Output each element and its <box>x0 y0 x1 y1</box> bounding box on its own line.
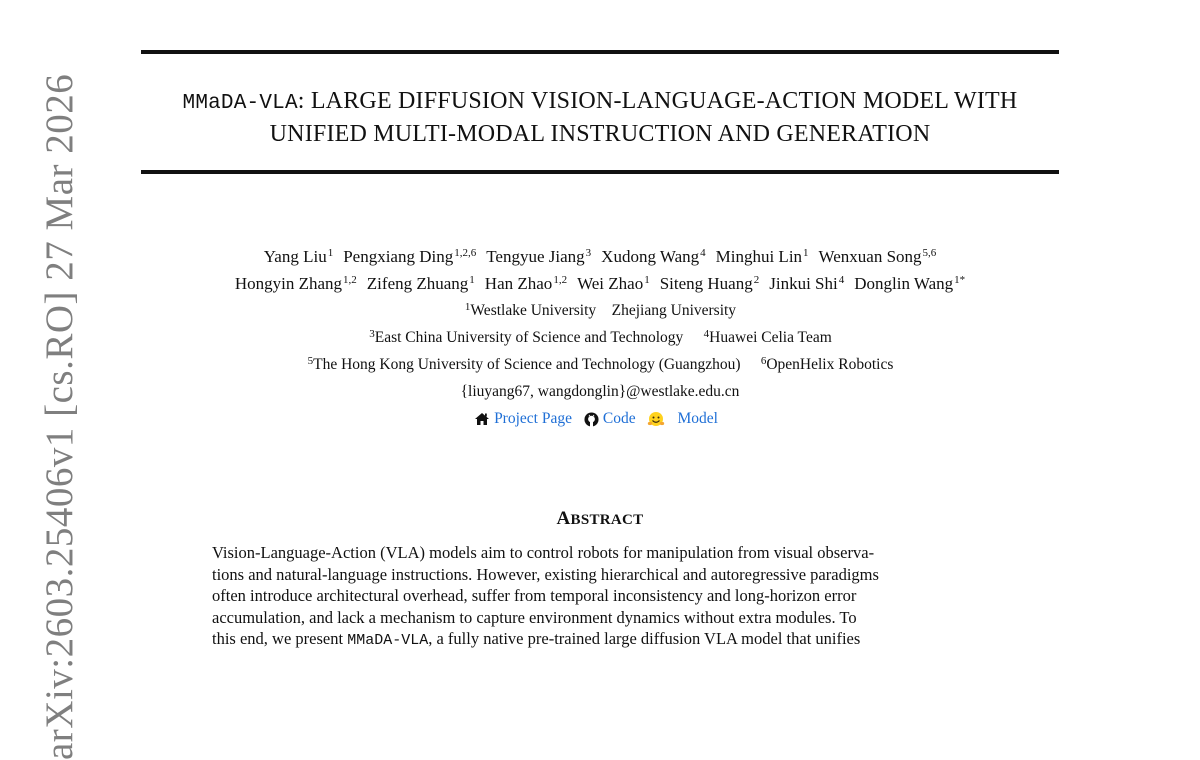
author-name: Minghui Lin <box>715 247 803 266</box>
abstract-line: tions and natural-language instructions. However, existing hierarchical and autoregressive paradigms <box>212 564 879 584</box>
author-name: Tengyue Jiang <box>486 247 585 266</box>
author-name: Siteng Huang <box>659 274 753 293</box>
abstract-model-name: MMaDA-VLA <box>347 632 429 649</box>
author-affiliation-sup: 1 <box>644 274 650 286</box>
author-name: Xudong Wang <box>601 247 700 266</box>
abstract-line-5-post: , a fully native pre-trained large diffusion VLA model that unifies <box>428 629 861 648</box>
title-rule-bottom <box>141 170 1059 174</box>
author <box>854 274 965 293</box>
abstract-line: accumulation, and lack a mechanism to capture environment dynamics without extra modules. To <box>212 607 857 627</box>
author <box>235 274 357 293</box>
model-link[interactable]: Model <box>677 410 718 427</box>
affiliation-westlake: Westlake University <box>470 302 597 319</box>
affiliation-line-2 <box>100 324 1100 351</box>
abstract-line: often introduce architectural overhead, suffer from temporal inconsistency and long-horizon error <box>212 586 857 605</box>
abstract-heading-rest: BSTRACT <box>570 512 644 528</box>
abstract-heading-initial: A <box>556 508 571 529</box>
affiliation-line-3 <box>100 351 1100 378</box>
author-affiliation-sup: 3 <box>585 247 592 259</box>
paper-title <box>141 86 1059 150</box>
abstract-heading <box>0 508 1200 530</box>
author-affiliation-sup: 1 <box>327 247 334 259</box>
affiliation-sup: 3 <box>369 328 375 340</box>
project-page-link[interactable]: Project Page <box>494 410 572 427</box>
affiliation-ecust: East China University of Science and Technology <box>374 329 684 346</box>
author <box>769 274 844 293</box>
title-rule-top <box>141 50 1059 54</box>
author-affiliation-sup: 1 <box>803 247 809 259</box>
arxiv-stamp: arXiv:2603.25406v1 [cs.RO] 27 Mar 2026 <box>38 73 81 760</box>
author-affiliation-sup: 2 <box>753 274 760 286</box>
author-affiliation-sup: 4 <box>838 274 845 286</box>
author <box>485 274 567 293</box>
affiliation-openhelix: OpenHelix Robotics <box>766 356 894 373</box>
affiliation-sup: 5 <box>307 355 314 367</box>
affiliation-sup: 1 <box>464 301 471 313</box>
author-affiliation-sup: 1* <box>954 274 966 286</box>
author-name: Donglin Wang <box>854 274 954 293</box>
author-name: Jinkui Shi <box>769 274 838 293</box>
abstract-body <box>212 542 992 652</box>
hugging-face-icon <box>647 411 665 428</box>
affiliation-huawei: Huawei Celia Team <box>709 329 832 346</box>
author-affiliation-sup: 5,6 <box>922 247 937 259</box>
author-affiliation-sup: 1,2 <box>553 274 568 286</box>
author-name: Pengxiang Ding <box>343 247 454 266</box>
affiliation-line-1 <box>100 297 1100 324</box>
affiliation-zhejiang: Zhejiang University <box>611 302 737 319</box>
author-affiliation-sup: 4 <box>700 247 706 259</box>
title-model-name: MMaDA-VLA <box>182 92 298 115</box>
author <box>819 247 937 266</box>
author-name: Zifeng Zhuang <box>366 274 469 293</box>
author-affiliation-sup: 1 <box>469 274 475 286</box>
link-row <box>100 405 1100 432</box>
affiliation-sup: 4 <box>703 328 710 340</box>
author <box>601 247 705 266</box>
author-affiliation-sup: 1,2 <box>343 274 357 286</box>
title-line-1-text: : LARGE DIFFUSION VISION-LANGUAGE-ACTION MODEL WITH <box>297 88 1018 114</box>
author <box>264 247 333 266</box>
author-block <box>100 243 1100 432</box>
abstract-line: Vision-Language-Action (VLA) models aim to control robots for manipulation from visual observa- <box>212 543 875 562</box>
authors-row-2 <box>100 270 1100 297</box>
affiliation-hkust: The Hong Kong University of Science and Technology (Guangzhou) <box>313 356 741 373</box>
author-name: Wei Zhao <box>577 274 644 293</box>
email-line: {liuyang67, wangdonglin}@westlake.edu.cn <box>460 383 740 400</box>
author <box>343 247 476 266</box>
author <box>486 247 591 266</box>
code-link[interactable]: Code <box>602 410 636 427</box>
author-name: Yang Liu <box>263 247 327 266</box>
author <box>716 247 809 266</box>
title-line-1 <box>141 86 1059 119</box>
author <box>660 274 760 293</box>
author <box>367 274 475 293</box>
author-affiliation-sup: 1,2,6 <box>454 247 477 259</box>
home-icon <box>474 412 490 426</box>
github-icon <box>584 412 599 427</box>
authors-row-1 <box>100 243 1100 270</box>
abstract-line-5-pre: this end, we present <box>212 629 348 648</box>
author-name: Hongyin Zhang <box>234 274 343 293</box>
author <box>577 274 650 293</box>
author-name: Han Zhao <box>484 274 553 293</box>
affiliation-sup: 6 <box>760 355 767 367</box>
title-line-2: UNIFIED MULTI-MODAL INSTRUCTION AND GENERATION <box>269 121 931 147</box>
author-name: Wenxuan Song <box>818 247 922 266</box>
